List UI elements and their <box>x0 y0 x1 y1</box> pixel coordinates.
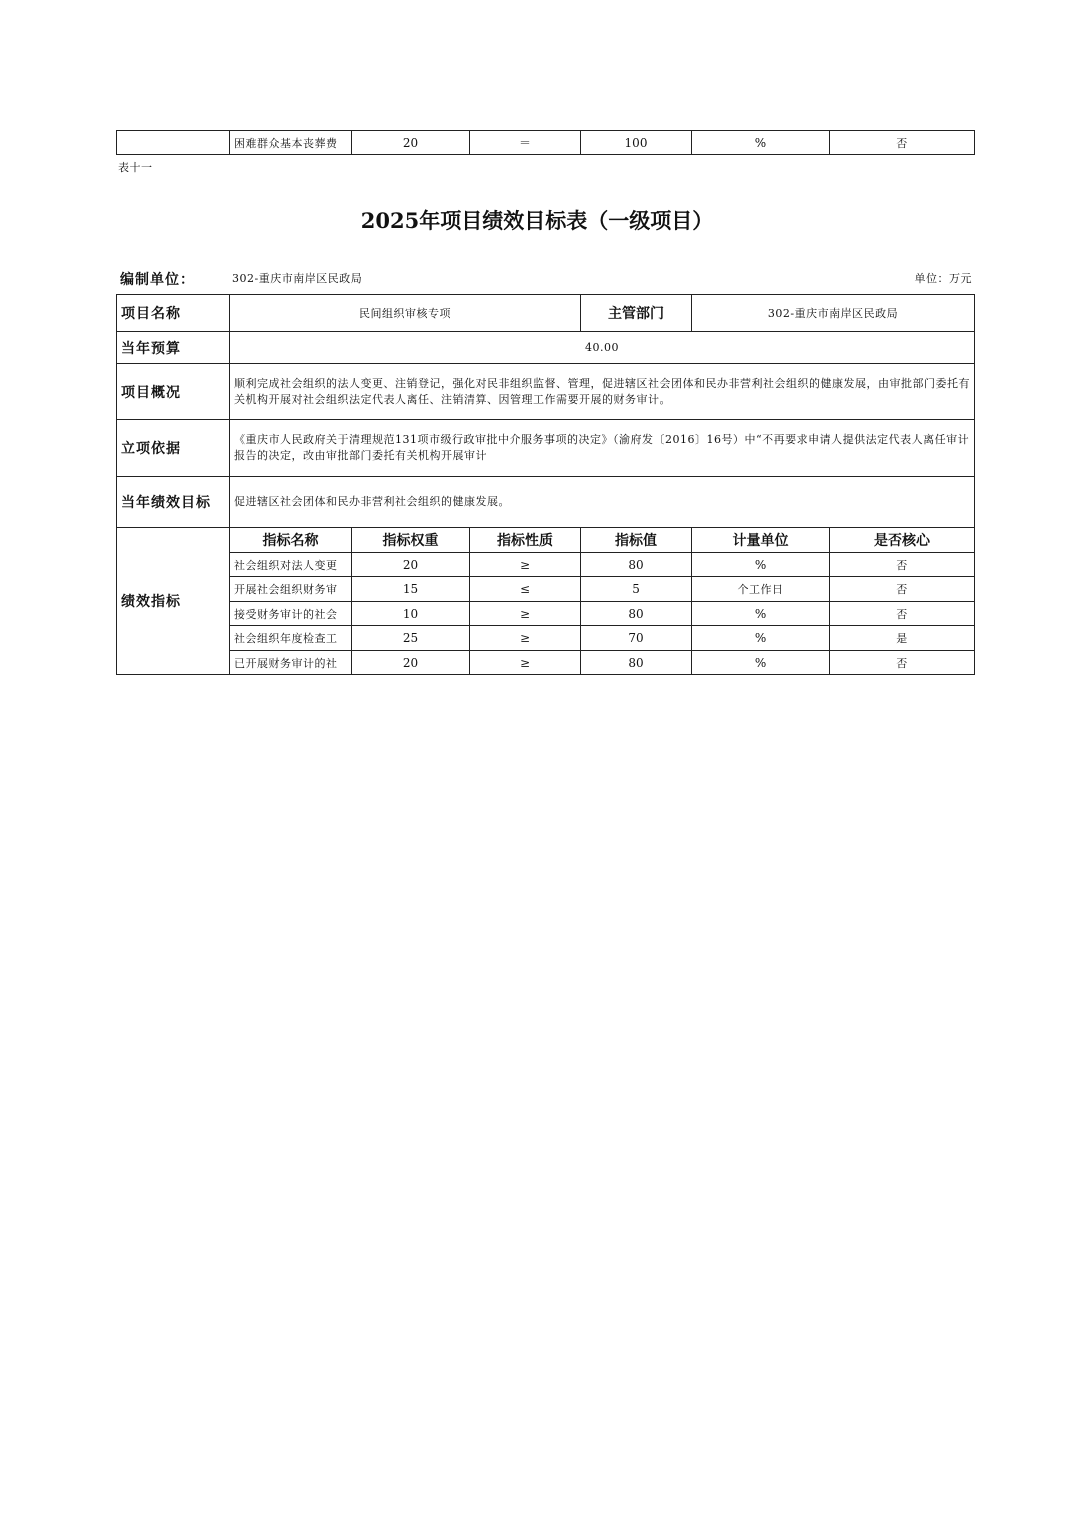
basis-value: 《重庆市人民政府关于清理规范131项市级行政审批中介服务事项的决定》（渝府发〔2016〕16号）中“不再要求申请人提供法定代表人离任审计报告的决定，改由审批部门委托有关机构开展审计 <box>230 420 975 477</box>
indicator-core: 是 <box>830 626 975 651</box>
indicator-name: 开展社会组织财务审 <box>230 577 352 602</box>
indicator-unit: % <box>692 651 830 675</box>
previous-table-tail <box>116 130 975 155</box>
header-is-core: 是否核心 <box>830 528 975 553</box>
indicator-name: 接受财务审计的社会 <box>230 602 352 626</box>
dept-value: 302-重庆市南岸区民政局 <box>692 295 975 332</box>
goal-value: 促进辖区社会团体和民办非营利社会组织的健康发展。 <box>230 477 975 528</box>
indicator-core: 否 <box>830 577 975 602</box>
header-measure-unit: 计量单位 <box>692 528 830 553</box>
indicator-unit: % <box>692 553 830 577</box>
indicator-name: 社会组织年度检查工 <box>230 626 352 651</box>
project-name-label: 项目名称 <box>117 295 230 332</box>
table-number: 表十一 <box>118 161 153 174</box>
budget-value: 40.00 <box>230 332 975 364</box>
basis-label: 立项依据 <box>117 420 230 477</box>
prev-row-name: 困难群众基本丧葬费 <box>230 131 352 155</box>
header-indicator-name: 指标名称 <box>230 528 352 553</box>
overview-value: 顺利完成社会组织的法人变更、注销登记，强化对民非组织监督、管理，促进辖区社会团体和民办非营利社会组织的健康发展，由审批部门委托有关机构开展对社会组织法定代表人离任、注销清算、因管理工作需要开展的财务审计。 <box>230 364 975 420</box>
project-name-value: 民间组织审核专项 <box>230 295 581 332</box>
table-row <box>117 602 975 626</box>
indicator-value: 80 <box>581 651 692 675</box>
prev-row-label-cell <box>117 131 230 155</box>
header-indicator-weight: 指标权重 <box>352 528 470 553</box>
table-row <box>117 626 975 651</box>
budget-label: 当年预算 <box>117 332 230 364</box>
prev-row-nature: ＝ <box>470 131 581 155</box>
prep-unit-value: 302-重庆市南岸区民政局 <box>232 272 363 285</box>
indicator-weight: 20 <box>352 651 470 675</box>
indicator-value: 80 <box>581 602 692 626</box>
indicators-label: 绩效指标 <box>117 528 230 675</box>
indicator-weight: 10 <box>352 602 470 626</box>
table-row <box>117 651 975 675</box>
indicator-weight: 15 <box>352 577 470 602</box>
indicator-unit: 个工作日 <box>692 577 830 602</box>
indicator-unit: % <box>692 626 830 651</box>
indicator-nature: ≥ <box>470 602 581 626</box>
prev-row-value: 100 <box>581 131 692 155</box>
prev-row-unit: % <box>692 131 830 155</box>
indicator-unit: % <box>692 602 830 626</box>
indicator-core: 否 <box>830 602 975 626</box>
table-row <box>117 553 975 577</box>
header-indicator-value: 指标值 <box>581 528 692 553</box>
overview-label: 项目概况 <box>117 364 230 420</box>
indicator-value: 70 <box>581 626 692 651</box>
indicator-value: 80 <box>581 553 692 577</box>
indicator-name: 社会组织对法人变更 <box>230 553 352 577</box>
indicator-name: 已开展财务审计的社 <box>230 651 352 675</box>
indicator-nature: ≤ <box>470 577 581 602</box>
prep-unit-label: 编制单位： <box>120 272 195 288</box>
page-title: 2025年项目绩效目标表（一级项目） <box>360 208 714 233</box>
indicator-nature: ≥ <box>470 626 581 651</box>
indicator-core: 否 <box>830 651 975 675</box>
prev-row-core: 否 <box>830 131 975 155</box>
goal-label: 当年绩效目标 <box>117 477 230 528</box>
indicator-weight: 20 <box>352 553 470 577</box>
prev-row-weight: 20 <box>352 131 470 155</box>
performance-target-table <box>116 294 975 675</box>
indicator-nature: ≥ <box>470 553 581 577</box>
indicator-value: 5 <box>581 577 692 602</box>
indicator-core: 否 <box>830 553 975 577</box>
money-unit: 单位：万元 <box>914 272 972 285</box>
indicator-nature: ≥ <box>470 651 581 675</box>
dept-label: 主管部门 <box>581 295 692 332</box>
table-row <box>117 577 975 602</box>
header-indicator-nature: 指标性质 <box>470 528 581 553</box>
indicator-weight: 25 <box>352 626 470 651</box>
